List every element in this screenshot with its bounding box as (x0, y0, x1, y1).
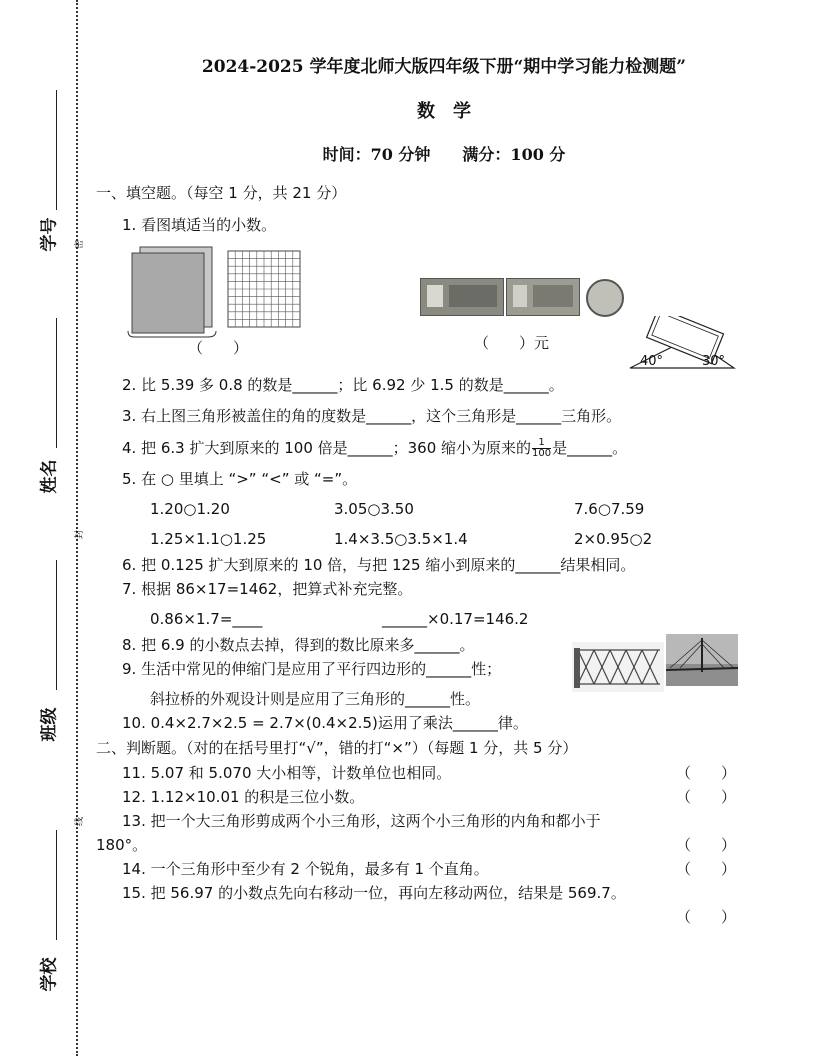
q8-text: 8. 把 6.9 的小数点去掉，得到的数比原来多______。 (122, 636, 475, 654)
gate-post (574, 648, 580, 688)
q7-text: 7. 根据 86×17=1462，把算式补充完整。 (122, 580, 413, 598)
q2-text: 2. 比 5.39 多 0.8 的数是______；比 6.92 少 1.5 的数是______。 (122, 376, 564, 394)
q4-part-a: 4. 把 6.3 扩大到原来的 100 倍是______；360 缩小为原来的 (122, 439, 532, 457)
school-label: 学校 (39, 957, 60, 992)
cable-bridge-image (666, 634, 738, 686)
name-line (56, 318, 57, 448)
q14-text: 14. 一个三角形中至少有 2 个锐角，最多有 1 个直角。 (122, 860, 489, 878)
fraction-denominator: 100 (532, 448, 552, 459)
q13-answer-bracket[interactable]: （ ） (676, 836, 737, 854)
student-id-label: 学号 (39, 217, 60, 252)
q5-item-2: 3.05○3.50 (334, 500, 414, 518)
banknote-2-image (506, 278, 580, 316)
q13-text-b: 180°。 (96, 836, 148, 854)
q4-part-b: 是______。 (552, 439, 628, 457)
exam-title: 2024-2025 学年度北师大版四年级下册“期中学习能力检测题” (201, 57, 687, 77)
q15-answer-bracket[interactable]: （ ） (676, 908, 737, 926)
q13-text-a: 13. 把一个大三角形剪成两个小三角形，这两个小三角形的内角和都小于 (122, 812, 601, 830)
q1-text: 1. 看图填适当的小数。 (122, 216, 277, 234)
q5-item-5: 1.4×3.5○3.5×1.4 (334, 530, 468, 548)
q3-text: 3. 右上图三角形被盖住的角的度数是______，这个三角形是______三角形。 (122, 407, 622, 425)
q11-answer-bracket[interactable]: （ ） (676, 764, 737, 782)
exam-meta: 时间：70 分钟 满分：100 分 (322, 145, 566, 164)
subject-title: 数 学 (417, 101, 471, 122)
fraction-one-hundredth (532, 438, 551, 459)
q4-text (122, 437, 627, 459)
fraction-numerator: 1 (532, 438, 551, 449)
coin-image (586, 279, 624, 317)
q5-item-1: 1.20○1.20 (150, 500, 230, 518)
angle-40-label: 40° (640, 354, 664, 369)
q14-answer-bracket[interactable]: （ ） (676, 860, 737, 878)
q10-text: 10. 0.4×2.7×2.5 = 2.7×(0.4×2.5)运用了乘法______律。 (122, 714, 528, 732)
full-square-front (132, 253, 204, 333)
q1-blank-left: （ ） (188, 339, 249, 357)
banknote-2-portrait-panel (513, 285, 527, 307)
q5-item-3: 7.6○7.59 (574, 500, 645, 518)
section1-heading: 一、填空题。（每空 1 分，共 21 分） (96, 184, 347, 202)
q7-blank-a: 0.86×1.7=____ (150, 610, 263, 628)
section2-heading: 二、判断题。（对的在括号里打“√”，错的打“×”）（每题 1 分，共 5 分） (96, 739, 578, 757)
q5-text: 5. 在 ○ 里填上 “>” “<” 或 “=”。 (122, 470, 358, 488)
banknote-1-portrait-panel (427, 285, 443, 307)
q9-text-a: 9. 生活中常见的伸缩门是应用了平行四边形的______性； (122, 660, 502, 678)
class-label: 班级 (39, 707, 60, 742)
q6-text: 6. 把 0.125 扩大到原来的 10 倍，与把 125 缩小到原来的______结果相同。 (122, 556, 636, 574)
banknote-2-pattern (533, 285, 573, 307)
seal-mark-feng: 封 (75, 529, 86, 540)
class-line (56, 560, 57, 690)
school-line (56, 830, 57, 940)
hundred-grid (228, 251, 300, 327)
q7-blank-b: ______×0.17=146.2 (382, 610, 529, 628)
q11-text: 11. 5.07 和 5.070 大小相等，计数单位也相同。 (122, 764, 452, 782)
q12-text: 12. 1.12×10.01 的积是三位小数。 (122, 788, 365, 806)
q5-item-4: 1.25×1.1○1.25 (150, 530, 267, 548)
banknote-1-pattern (449, 285, 497, 307)
q5-item-6: 2×0.95○2 (574, 530, 653, 548)
q15-text: 15. 把 56.97 的小数点先向右移动一位，再向左移动两位，结果是 569.7。 (122, 884, 626, 902)
seal-mark-xian: 线 (75, 816, 86, 827)
banknote-1-image (420, 278, 504, 316)
name-label: 姓名 (39, 459, 60, 494)
angle-30-label: 30° (702, 354, 726, 369)
seal-mark-mi: 密 (75, 239, 86, 250)
q9-text-b: 斜拉桥的外观设计则是应用了三角形的______性。 (150, 690, 481, 708)
q12-answer-bracket[interactable]: （ ） (676, 788, 737, 806)
telescopic-gate-image (572, 642, 664, 692)
q1-blank-money: （ ）元 (474, 334, 550, 352)
